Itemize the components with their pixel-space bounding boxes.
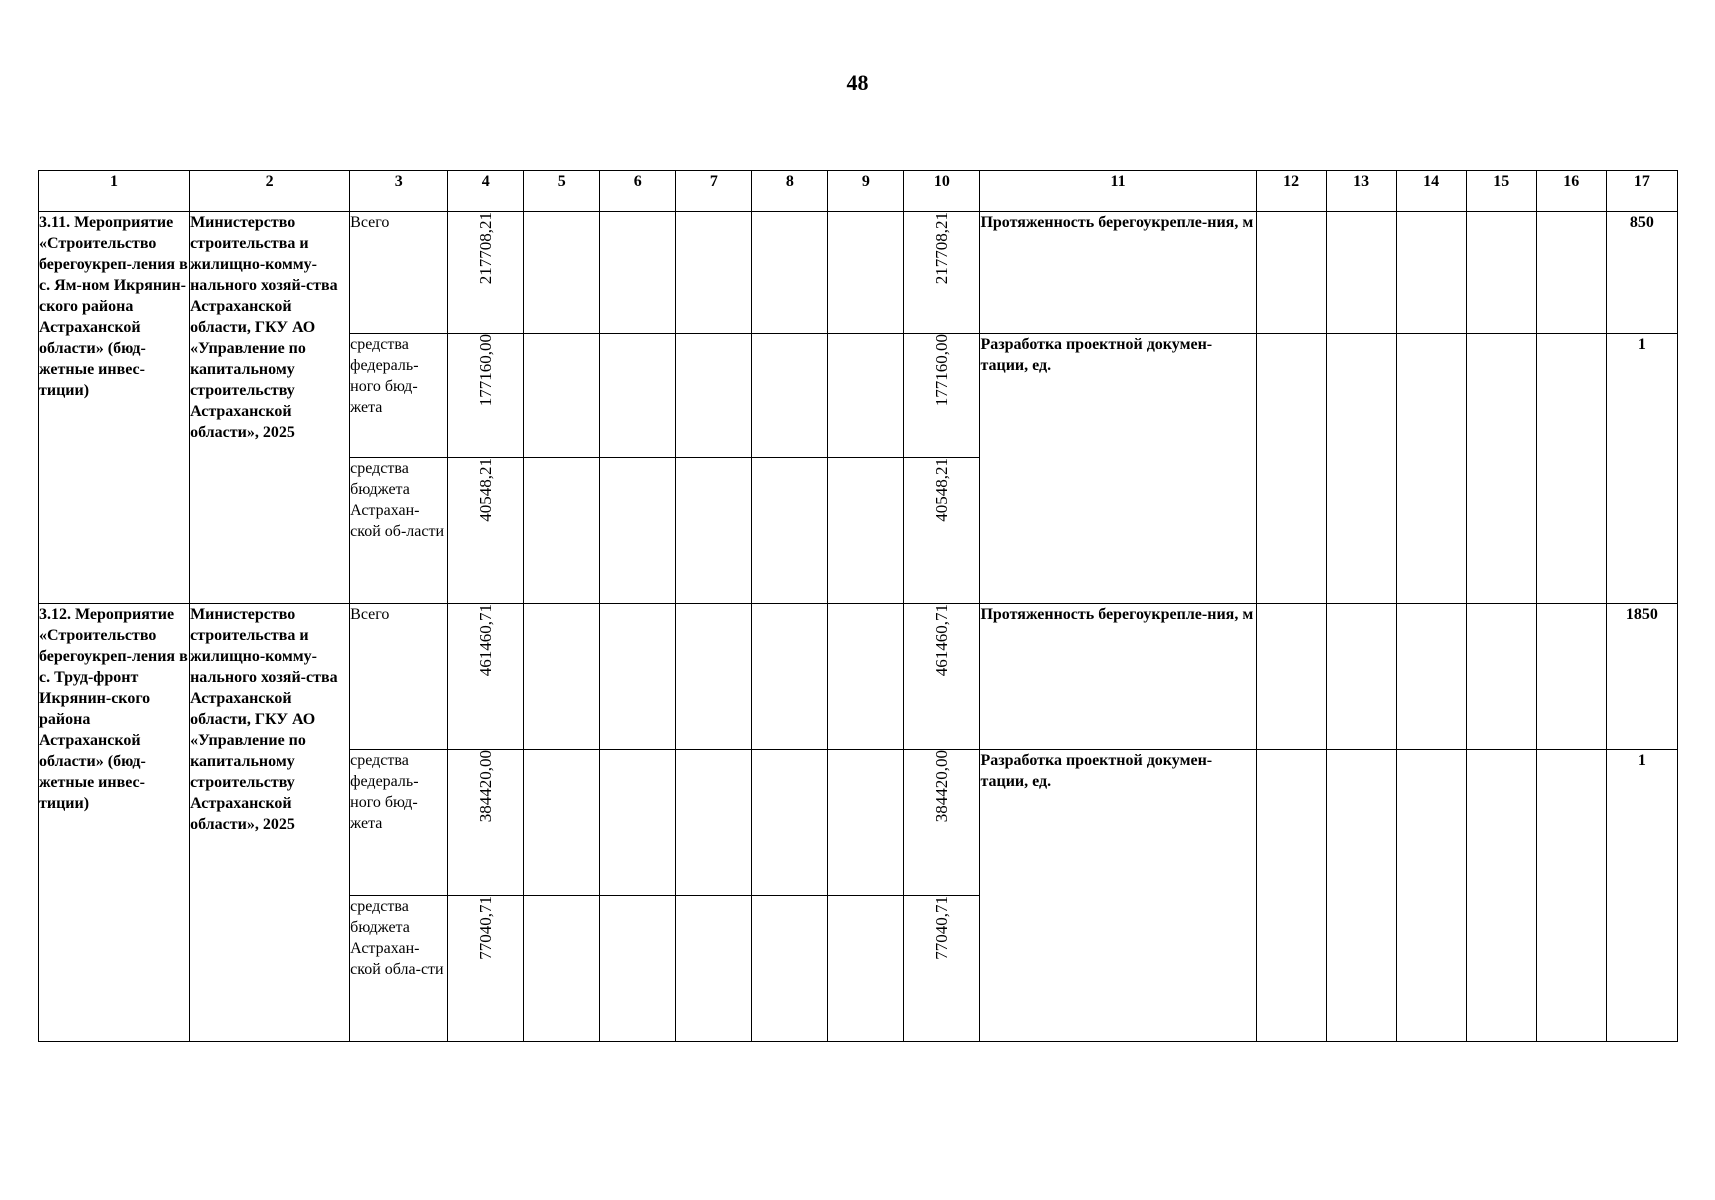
indicator-cell: Протяженность берегоукрепле-ния, м (980, 212, 1256, 334)
empty-cell (1256, 604, 1326, 750)
column-header: 11 (980, 171, 1256, 212)
column-header: 5 (524, 171, 600, 212)
empty-cell (1396, 604, 1466, 750)
executor-cell: Министерство строительства и жилищно-комму-нального хозяй-ства Астраханской области, ГКУ АО «Управление по капитальному строительству Астраханской области», 2025 (190, 212, 350, 604)
empty-cell (1466, 750, 1536, 1042)
amount-value: 177160,00 (932, 334, 952, 407)
amount-value: 177160,00 (476, 334, 496, 407)
amount-cell (448, 212, 524, 334)
empty-cell (1326, 334, 1396, 604)
funding-source-cell: Всего (350, 212, 448, 334)
indicator-value-cell: 1850 (1606, 604, 1677, 750)
amount-value: 217708,21 (476, 212, 496, 285)
empty-cell (1396, 212, 1466, 334)
empty-cell (828, 458, 904, 604)
column-header: 16 (1536, 171, 1606, 212)
empty-cell (1396, 750, 1466, 1042)
empty-cell (600, 604, 676, 750)
amount-cell (448, 604, 524, 750)
empty-cell (600, 212, 676, 334)
empty-cell (676, 212, 752, 334)
amount-value: 40548,21 (932, 458, 952, 522)
column-header: 4 (448, 171, 524, 212)
empty-cell (676, 458, 752, 604)
empty-cell (1536, 750, 1606, 1042)
amount-cell (904, 896, 980, 1042)
empty-cell (752, 212, 828, 334)
empty-cell (524, 896, 600, 1042)
column-header: 15 (1466, 171, 1536, 212)
amount-cell (904, 750, 980, 896)
empty-cell (1466, 604, 1536, 750)
empty-cell (1256, 212, 1326, 334)
indicator-cell: Разработка проектной докумен-тации, ед. (980, 334, 1256, 604)
program-table (38, 170, 1678, 1042)
empty-cell (752, 604, 828, 750)
column-header: 2 (190, 171, 350, 212)
column-header: 10 (904, 171, 980, 212)
column-header: 9 (828, 171, 904, 212)
empty-cell (828, 334, 904, 458)
indicator-value-cell: 1 (1606, 334, 1677, 604)
column-header: 3 (350, 171, 448, 212)
empty-cell (752, 750, 828, 896)
event-cell: 3.11. Мероприятие «Строительство берегоукреп-ления в с. Ям-ном Икрянин-ского района Астраханской области» (бюд-жетные инвес-тиции) (39, 212, 190, 604)
empty-cell (1256, 334, 1326, 604)
amount-cell (448, 334, 524, 458)
funding-source-cell: средства федераль-ного бюд-жета (350, 750, 448, 896)
amount-cell (904, 458, 980, 604)
column-header: 17 (1606, 171, 1677, 212)
funding-source-cell: средства бюджета Астрахан-ской об-ласти (350, 458, 448, 604)
column-header: 1 (39, 171, 190, 212)
table-row (39, 212, 1678, 334)
empty-cell (600, 458, 676, 604)
empty-cell (828, 604, 904, 750)
empty-cell (828, 896, 904, 1042)
table-row (39, 604, 1678, 750)
empty-cell (676, 750, 752, 896)
empty-cell (524, 334, 600, 458)
empty-cell (1466, 212, 1536, 334)
indicator-cell: Протяженность берегоукрепле-ния, м (980, 604, 1256, 750)
column-header: 12 (1256, 171, 1326, 212)
amount-cell (904, 334, 980, 458)
empty-cell (600, 896, 676, 1042)
executor-cell: Министерство строительства и жилищно-комму-нального хозяй-ства Астраханской области, ГКУ АО «Управление по капитальному строительству Астраханской области», 2025 (190, 604, 350, 1042)
event-cell: 3.12. Мероприятие «Строительство берегоукреп-ления в с. Труд-фронт Икрянин-ского района Астраханской области» (бюд-жетные инвес-тиции) (39, 604, 190, 1042)
amount-value: 77040,71 (932, 896, 952, 960)
amount-value: 384420,00 (476, 750, 496, 823)
empty-cell (1396, 334, 1466, 604)
empty-cell (1536, 604, 1606, 750)
amount-value: 77040,71 (476, 896, 496, 960)
empty-cell (524, 212, 600, 334)
column-header: 6 (600, 171, 676, 212)
empty-cell (752, 896, 828, 1042)
header-row (39, 171, 1678, 212)
indicator-value-cell: 850 (1606, 212, 1677, 334)
empty-cell (1326, 604, 1396, 750)
funding-source-cell: Всего (350, 604, 448, 750)
amount-cell (448, 896, 524, 1042)
amount-cell (448, 750, 524, 896)
empty-cell (676, 334, 752, 458)
empty-cell (1326, 212, 1396, 334)
amount-value: 40548,21 (476, 458, 496, 522)
empty-cell (1326, 750, 1396, 1042)
empty-cell (600, 750, 676, 896)
amount-cell (904, 604, 980, 750)
indicator-cell: Разработка проектной докумен-тации, ед. (980, 750, 1256, 1042)
empty-cell (524, 458, 600, 604)
empty-cell (828, 212, 904, 334)
amount-value: 384420,00 (932, 750, 952, 823)
empty-cell (1256, 750, 1326, 1042)
column-header: 13 (1326, 171, 1396, 212)
empty-cell (828, 750, 904, 896)
empty-cell (752, 458, 828, 604)
empty-cell (600, 334, 676, 458)
amount-cell (448, 458, 524, 604)
empty-cell (524, 750, 600, 896)
column-header: 8 (752, 171, 828, 212)
indicator-value-cell: 1 (1606, 750, 1677, 1042)
empty-cell (676, 604, 752, 750)
empty-cell (1536, 334, 1606, 604)
funding-source-cell: средства федераль-ного бюд-жета (350, 334, 448, 458)
page-number: 48 (846, 70, 869, 95)
amount-value: 461460,71 (932, 604, 952, 677)
amount-cell (904, 212, 980, 334)
empty-cell (752, 334, 828, 458)
funding-source-cell: средства бюджета Астрахан-ской обла-сти (350, 896, 448, 1042)
empty-cell (1536, 212, 1606, 334)
column-header: 14 (1396, 171, 1466, 212)
empty-cell (524, 604, 600, 750)
empty-cell (676, 896, 752, 1042)
amount-value: 217708,21 (932, 212, 952, 285)
column-header: 7 (676, 171, 752, 212)
amount-value: 461460,71 (476, 604, 496, 677)
empty-cell (1466, 334, 1536, 604)
